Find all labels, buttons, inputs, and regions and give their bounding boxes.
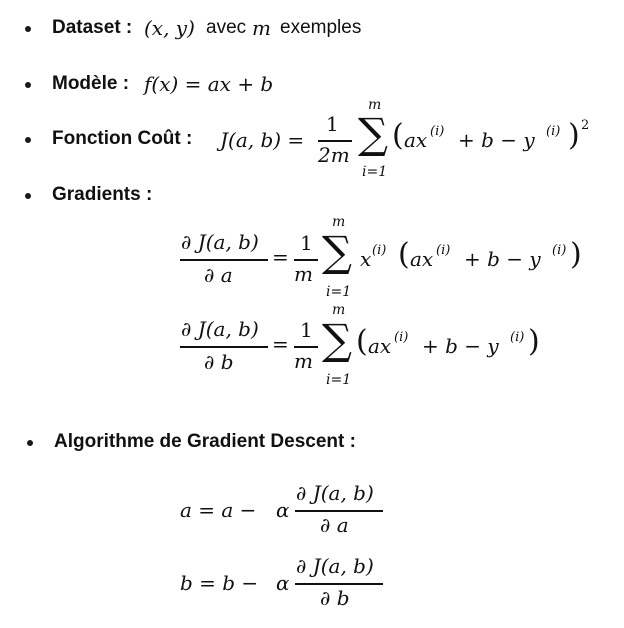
grad-b-sum-bottom: i=1 <box>326 372 352 388</box>
bullet-dot <box>25 82 31 88</box>
cost-frac-bar <box>318 140 352 142</box>
grad-a-den: ∂ a <box>204 263 233 287</box>
dataset-examples: exemples <box>280 17 362 38</box>
paren-open: ( <box>356 324 368 359</box>
cost-sum-bottom: i=1 <box>362 164 388 180</box>
grad-a-num: ∂ J(a, b) <box>181 230 259 254</box>
update-b-num: ∂ J(a, b) <box>296 554 374 578</box>
update-a-lhs: a = a − <box>180 498 257 522</box>
sum-symbol: ∑ <box>358 109 388 158</box>
gradients-label: Gradients : <box>52 184 153 205</box>
paren-close: ) <box>528 324 540 359</box>
grad-b-sum-top: m <box>332 302 346 318</box>
grad-a-x: x <box>360 247 372 271</box>
update-b-den: ∂ b <box>320 586 350 610</box>
cost-sup-i: (i) <box>430 124 445 139</box>
grad-b-frac-bar <box>294 346 318 348</box>
grad-a-frac-den: m <box>294 262 313 286</box>
dataset-math-xy: (x, y) <box>144 16 195 40</box>
update-a-alpha: α <box>276 498 290 522</box>
grad-a-frac-num: 1 <box>300 231 313 255</box>
bullet-dot <box>25 193 31 199</box>
model-label: Modèle : <box>52 73 130 94</box>
grad-b-frac-den: m <box>294 349 313 373</box>
paren-close: ) <box>568 118 580 153</box>
update-a-num: ∂ J(a, b) <box>296 481 374 505</box>
model-formula: f(x) = ax + b <box>144 72 274 96</box>
cost-mid: + b − y <box>458 128 535 152</box>
grad-a-sup1: (i) <box>372 243 387 258</box>
grad-b-den: ∂ b <box>204 350 234 374</box>
grad-a-mid: + b − y <box>464 247 541 271</box>
grad-b-sup3: (i) <box>510 330 525 345</box>
dataset-math-m: m <box>252 16 271 40</box>
cost-sup-i-2: (i) <box>546 124 561 139</box>
dataset-label: Dataset : <box>52 17 133 38</box>
update-b-lhs: b = b − <box>180 571 259 595</box>
grad-a-ax: ax <box>410 247 434 271</box>
paren-open: ( <box>398 237 410 272</box>
grad-a-eq: = <box>272 245 289 269</box>
grad-a-bar <box>180 259 268 261</box>
grad-b-eq: = <box>272 332 289 356</box>
dataset-text: avec <box>206 17 247 38</box>
grad-a-sup2: (i) <box>436 243 451 258</box>
update-a-den: ∂ a <box>320 513 349 537</box>
cost-square: 2 <box>581 118 590 133</box>
algo-label: Algorithme de Gradient Descent : <box>54 431 356 452</box>
grad-b-sup2: (i) <box>394 330 409 345</box>
update-b-alpha: α <box>276 571 290 595</box>
grad-b-bar <box>180 346 268 348</box>
cost-frac-den: 2m <box>318 143 350 167</box>
bullet-dot <box>25 137 31 143</box>
paren-close: ) <box>570 237 582 272</box>
grad-a-sum-bottom: i=1 <box>326 284 352 300</box>
update-b-bar <box>295 583 383 585</box>
update-a-bar <box>295 510 383 512</box>
grad-a-frac-bar <box>294 259 318 261</box>
bullet-dot <box>25 26 31 32</box>
cost-lhs: J(a, b) = <box>220 128 305 152</box>
sum-symbol: ∑ <box>322 227 352 276</box>
grad-a-sup3: (i) <box>552 243 567 258</box>
cost-body: ax <box>404 128 428 152</box>
sum-symbol: ∑ <box>322 315 352 364</box>
grad-b-num: ∂ J(a, b) <box>181 317 259 341</box>
grad-b-ax: ax <box>368 334 392 358</box>
cost-label: Fonction Coût : <box>52 128 193 149</box>
grad-b-frac-num: 1 <box>300 318 313 342</box>
grad-a-sum-top: m <box>332 214 346 230</box>
paren-open: ( <box>392 118 404 153</box>
grad-b-mid: + b − y <box>422 334 499 358</box>
bullet-dot <box>27 440 33 446</box>
cost-frac-num: 1 <box>326 112 339 136</box>
cost-sum-top: m <box>368 97 382 113</box>
